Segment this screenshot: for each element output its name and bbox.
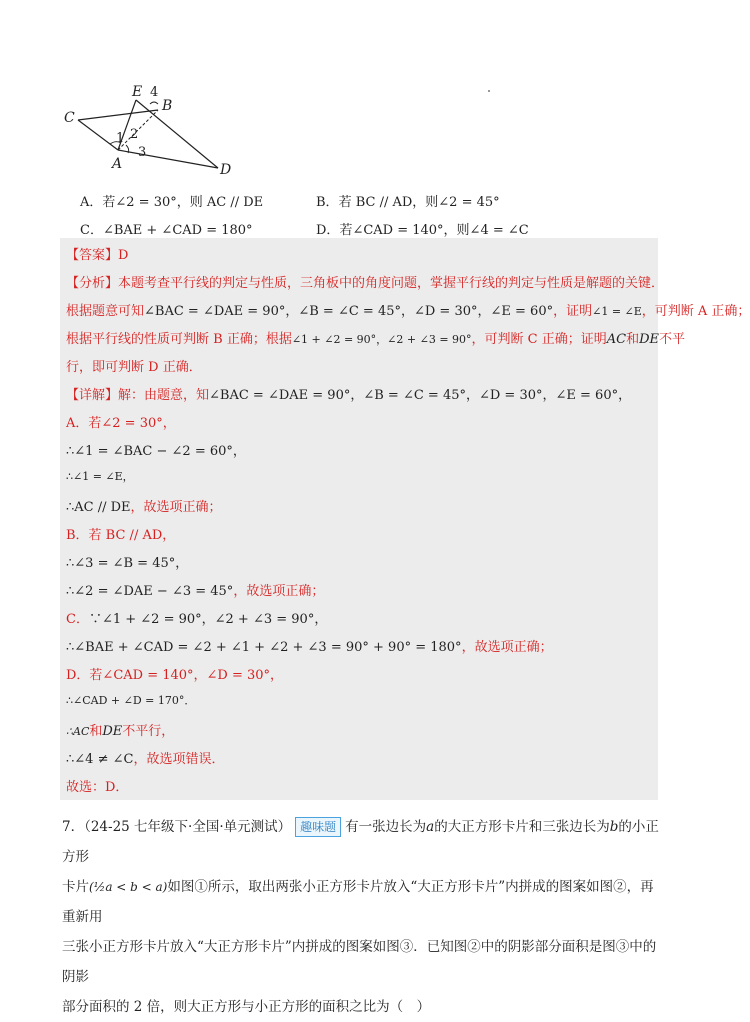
option-d[interactable]: D．若∠CAD = 140°，则∠4 = ∠C (316, 222, 529, 238)
question-7 (62, 812, 662, 1022)
label-a: A (112, 156, 123, 172)
label-d: D (220, 162, 232, 178)
question-7-line-3: 三张小正方形卡片放入“大正方形卡片”内拼成的图案如图③．已知图②中的阴影部分面积是图③中的阴影 (62, 939, 657, 985)
fun-question-tag[interactable]: 趣味题 (295, 817, 341, 837)
geometry-diagram (58, 82, 248, 182)
case-b-head: B．若 BC // AD， (66, 528, 176, 543)
option-c[interactable]: C．∠BAE + ∠CAD = 180° (80, 222, 253, 238)
question-7-line-2: 卡片(½a < b < a)如图①所示，取出两张小正方形卡片放入“大正方形卡片”内拼成的图案如图②，再重新用 (62, 879, 654, 925)
label-1: 1 (116, 131, 125, 146)
case-a-step-3: ∴AC // DE，故选项正确； (66, 500, 222, 515)
case-d-head: D．若∠CAD = 140°，∠D = 30°， (66, 668, 284, 683)
label-b: B (162, 98, 173, 114)
conclusion-line: 故选：D． (66, 780, 129, 795)
triangle-figure (58, 82, 248, 182)
stray-dot (488, 90, 490, 92)
case-d-step-1: ∴∠CAD + ∠D = 170°． (66, 694, 196, 707)
label-e: E (132, 84, 143, 100)
case-c-step-2: ∴∠BAE + ∠CAD = ∠2 + ∠1 + ∠2 + ∠3 = 90° + 90° = 180°，故选项正确； (66, 640, 553, 655)
label-3: 3 (138, 145, 147, 160)
option-a[interactable]: A．若∠2 = 30°，则 AC // DE (80, 194, 264, 210)
option-b[interactable]: B．若 BC // AD，则∠2 = 45° (316, 194, 500, 210)
detail-line: 【详解】解：由题意，知∠BAC = ∠DAE = 90°，∠B = ∠C = 45°，∠D = 30°，∠E = 60°， (66, 388, 632, 403)
label-4: 4 (150, 85, 159, 100)
answer-line: 【答案】D (66, 248, 129, 263)
case-b-step-2: ∴∠2 = ∠DAE − ∠3 = 45°，故选项正确； (66, 584, 325, 599)
answer-explanation-box (60, 238, 750, 800)
case-a-head: A．若∠2 = 30°， (66, 416, 176, 431)
case-d-step-2: ∴AC和DE不平行， (66, 724, 175, 739)
case-d-step-3: ∴∠4 ≠ ∠C，故选项错误． (66, 752, 225, 767)
answer-options (80, 186, 680, 242)
case-a-step-1: ∴∠1 = ∠BAC − ∠2 = 60°， (66, 444, 246, 459)
case-a-step-2: ∴∠1 = ∠E， (66, 470, 134, 483)
analysis-line-1: 【分析】本题考查平行线的判定与性质，三角板中的角度问题，掌握平行线的判定与性质是解题的关键． (66, 276, 665, 291)
analysis-line-3: 根据平行线的性质可判断 B 正确；根据∠1 + ∠2 = 90°，∠2 + ∠3 = 90°，可判断 C 正确；证明AC和DE不平 (66, 332, 686, 347)
question-7-line-4: 部分面积的 2 倍，则大正方形与小正方形的面积之比为（ ） (62, 999, 431, 1015)
label-c: C (64, 110, 75, 126)
line-ed (136, 100, 218, 168)
line-ca (78, 120, 118, 150)
line-cb (78, 110, 158, 120)
case-b-step-1: ∴∠3 = ∠B = 45°， (66, 556, 189, 571)
case-c-line: C．∵∠1 + ∠2 = 90°，∠2 + ∠3 = 90°， (66, 612, 328, 627)
angle-arc-4 (150, 102, 158, 104)
question-7-line-1: 7．（24-25 七年级下·全国·单元测试） 趣味题 有一张边长为a的大正方形卡片和三张边长为b的小正方形 (62, 819, 659, 865)
label-2: 2 (130, 127, 139, 142)
line-ad (118, 150, 218, 168)
analysis-line-4: 行，即可判断 D 正确． (66, 360, 202, 375)
option-row-1 (80, 186, 680, 214)
analysis-line-2: 根据题意可知∠BAC = ∠DAE = 90°，∠B = ∠C = 45°，∠D = 30°，∠E = 60°，证明∠1 = ∠E，可判断 A 正确； (66, 304, 750, 319)
